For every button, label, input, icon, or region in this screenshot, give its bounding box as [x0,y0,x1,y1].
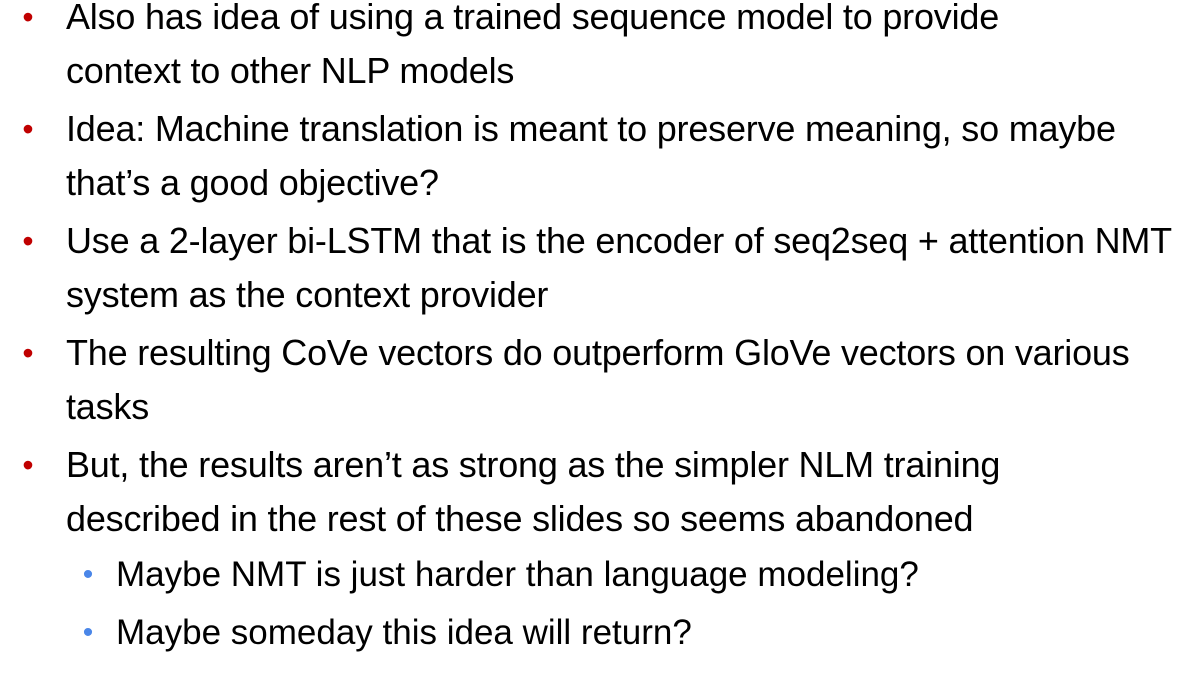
bullet-icon: • [22,0,34,35]
bullet-item-4 [0,326,1204,434]
bullet-item-1 [0,0,1204,98]
bullet-text: Idea: Machine translation is meant to preserve meaning, so maybe that’s a good objective? [66,108,1116,203]
bullet-text: The resulting CoVe vectors do outperform GloVe vectors on various tasks [66,332,1130,427]
sub-bullet-icon: • [82,616,94,649]
bullet-icon: • [22,335,34,371]
sub-bullet-icon: • [82,558,94,591]
bullet-item-2 [0,102,1204,210]
sub-bullet-item-1 [66,546,1204,604]
bullet-icon: • [22,447,34,483]
sub-bullet-list [66,546,1204,662]
bullet-icon: • [22,111,34,147]
sub-bullet-text: Maybe someday this idea will return? [116,613,692,652]
bullet-text: Use a 2-layer bi-LSTM that is the encoder of seq2seq + attention NMT system as the context provider [66,220,1172,315]
sub-bullet-item-2 [66,604,1204,662]
bullet-icon: • [22,223,34,259]
bullet-text: Also has idea of using a trained sequence model to provide context to other NLP models [66,0,1000,91]
bullet-item-5 [0,438,1204,662]
bullet-text: But, the results aren’t as strong as the simpler NLM training described in the rest of these slides so seems abandoned [66,444,1001,539]
sub-bullet-text: Maybe NMT is just harder than language modeling? [116,555,919,594]
bullet-item-3 [0,214,1204,322]
